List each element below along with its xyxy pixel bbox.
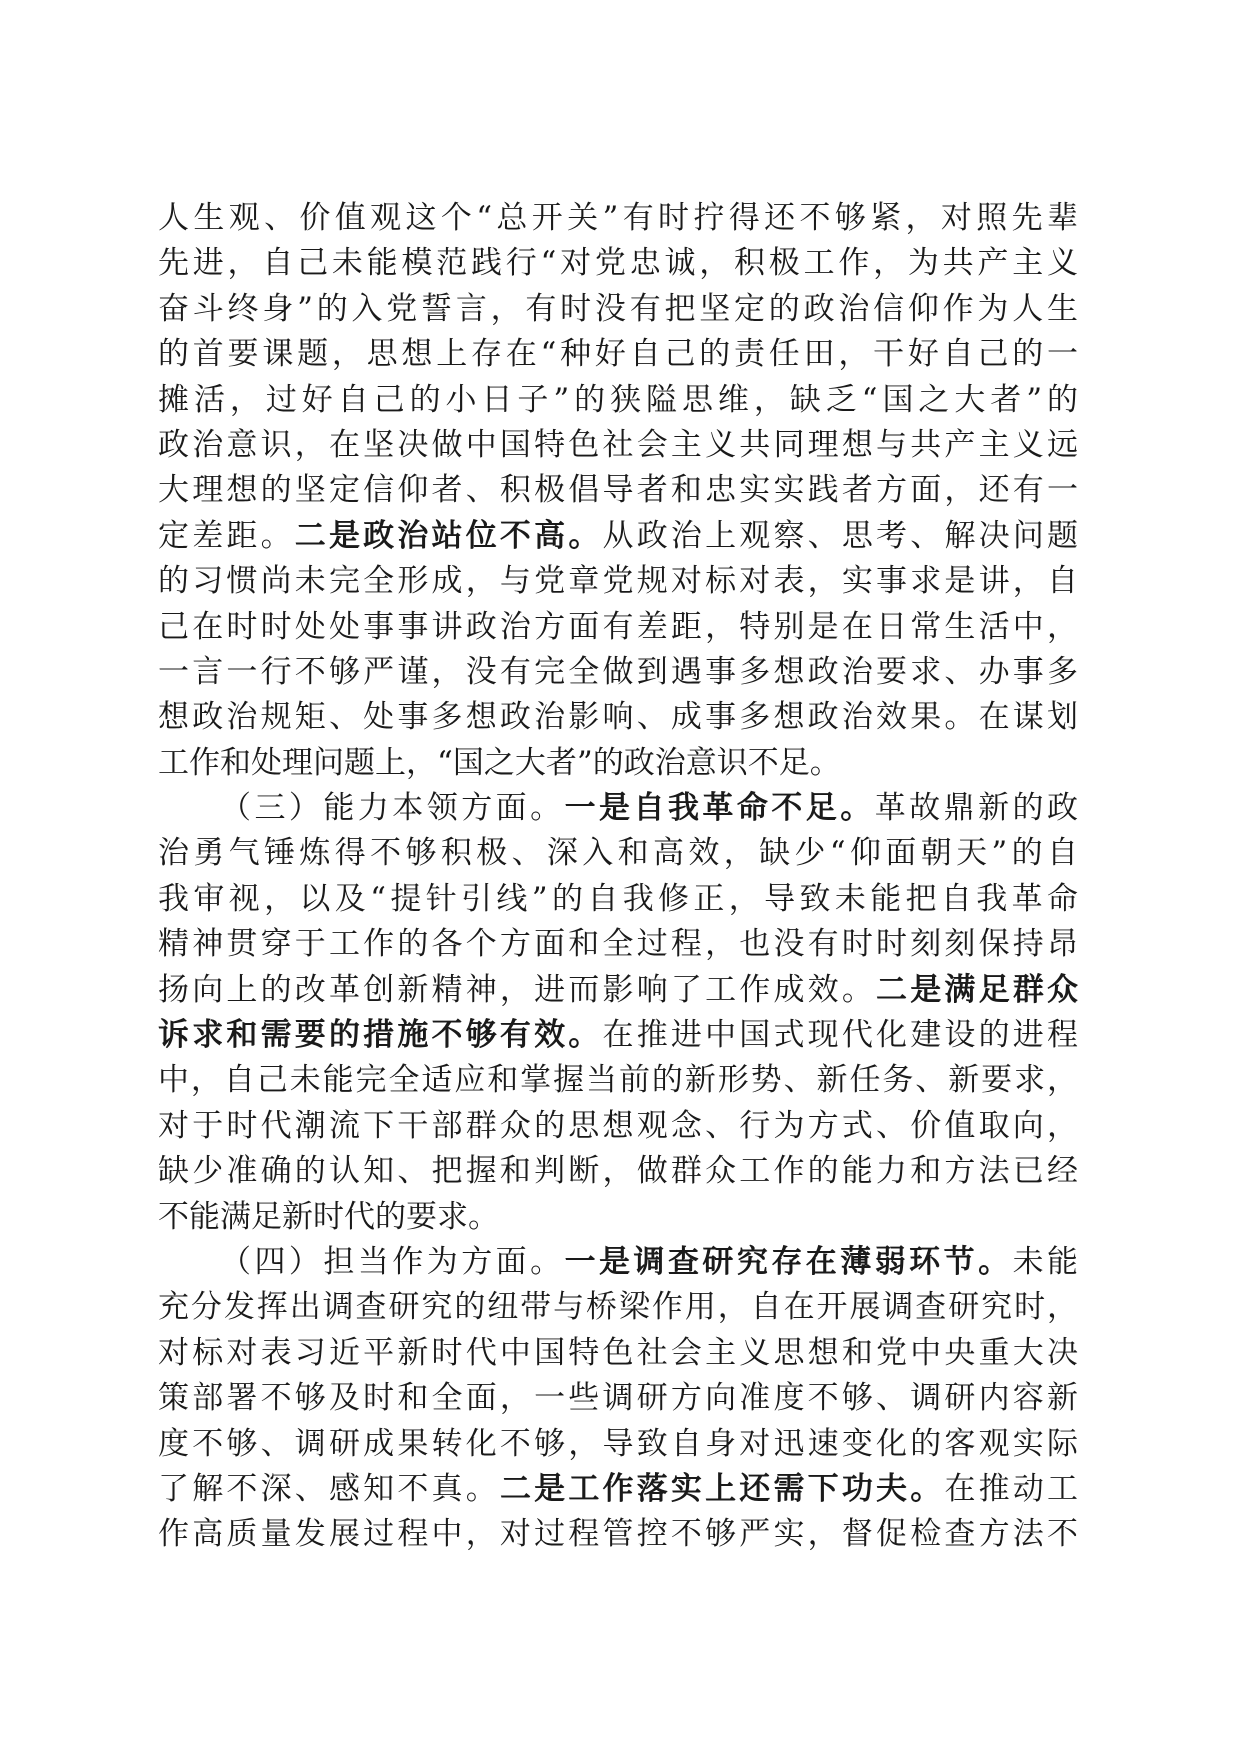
text-line: 对于时代潮流下干部群众的思想观念、行为方式、价值取向， [158,1107,1078,1144]
bold-heading: 一是自我革命不足。 [564,790,875,827]
text-line: 奋斗终身”的入党誓言，有时没有把坚定的政治信仰作为人生 [158,290,1078,327]
text-line: 精神贯穿于工作的各个方面和全过程，也没有时时刻刻保持昂 [158,926,1078,963]
text-line: 想政治规矩、处事多想政治影响、成事多想政治效果。在谋划 [158,699,1078,736]
text-line: 策部署不够及时和全面，一些调研方向准度不够、调研内容新 [158,1380,1078,1417]
text-run: 从政治上观察、思考、解决问题 [602,517,1079,554]
text-line [158,1240,1078,1285]
text-line [158,968,1078,1013]
text-run: （四）担当作为方面。 [220,1243,565,1280]
text-run: 未能 [1012,1243,1079,1280]
bold-heading: 二是政治站位不高。 [294,517,603,554]
document-body [158,196,1078,1558]
text-line: 缺少准确的认知、把握和判断，做群众工作的能力和方法已经 [158,1153,1078,1190]
text-run: 革故鼎新的政 [874,790,1079,827]
bold-heading: 诉求和需要的措施不够有效。 [158,1017,603,1054]
text-line: 我审视，以及“提针引线”的自我修正，导致未能把自我革命 [158,880,1078,917]
text-line: 大理想的坚定信仰者、积极倡导者和忠实实践者方面，还有一 [158,472,1078,509]
text-run: （三）能力本领方面。 [220,790,565,827]
text-run: 在推进中国式现代化建设的进程 [602,1017,1078,1054]
text-line: 度不够、调研成果转化不够，导致自身对迅速变化的客观实际 [158,1425,1078,1462]
text-line [158,1467,1078,1512]
text-line: 一言一行不够严谨，没有完全做到遇事多想政治要求、办事多 [158,653,1078,690]
text-line: 对标对表习近平新时代中国特色社会主义思想和党中央重大决 [158,1334,1078,1371]
text-line: 治勇气锤炼得不够积极、深入和高效，缺少“仰面朝天”的自 [158,835,1078,872]
text-line: 工作和处理问题上，“国之大者”的政治意识不足。 [158,744,841,781]
text-run: 了解不深、感知不真。 [158,1470,500,1507]
text-line: 摊活，过好自己的小日子”的狭隘思维，缺乏“国之大者”的 [158,381,1078,418]
text-run: 在推动工 [944,1470,1079,1507]
text-run: 扬向上的改革创新精神，进而影响了工作成效。 [158,971,877,1008]
text-line: 的习惯尚未完全形成，与党章党规对标对表，实事求是讲，自 [158,563,1078,600]
text-line [158,1013,1078,1058]
text-line [158,786,1078,831]
bold-heading: 二是工作落实上还需下功夫。 [499,1470,945,1507]
bold-heading: 二是满足群众 [876,971,1079,1008]
text-line: 不能满足新时代的要求。 [158,1198,499,1235]
text-line: 人生观、价值观这个“总开关”有时拧得还不够紧，对照先辈 [158,200,1078,236]
bold-heading: 一是调查研究存在薄弱环节。 [564,1243,1013,1280]
text-line: 充分发挥出调查研究的纽带与桥梁作用，自在开展调查研究时， [158,1289,1078,1326]
text-line: 作高质量发展过程中，对过程管控不够严实，督促检查方法不 [158,1516,1078,1553]
text-line: 的首要课题，思想上存在“种好自己的责任田，干好自己的一 [158,336,1078,373]
text-line: 中，自己未能完全适应和掌握当前的新形势、新任务、新要求， [158,1062,1078,1099]
text-line: 政治意识，在坚决做中国特色社会主义共同理想与共产主义远 [158,426,1078,463]
text-run: 定差距。 [158,517,295,554]
text-line [158,514,1078,559]
text-line: 先进，自己未能模范践行“对党忠诚，积极工作，为共产主义 [158,245,1078,282]
text-line: 己在时时处处事事讲政治方面有差距，特别是在日常生活中， [158,608,1078,645]
